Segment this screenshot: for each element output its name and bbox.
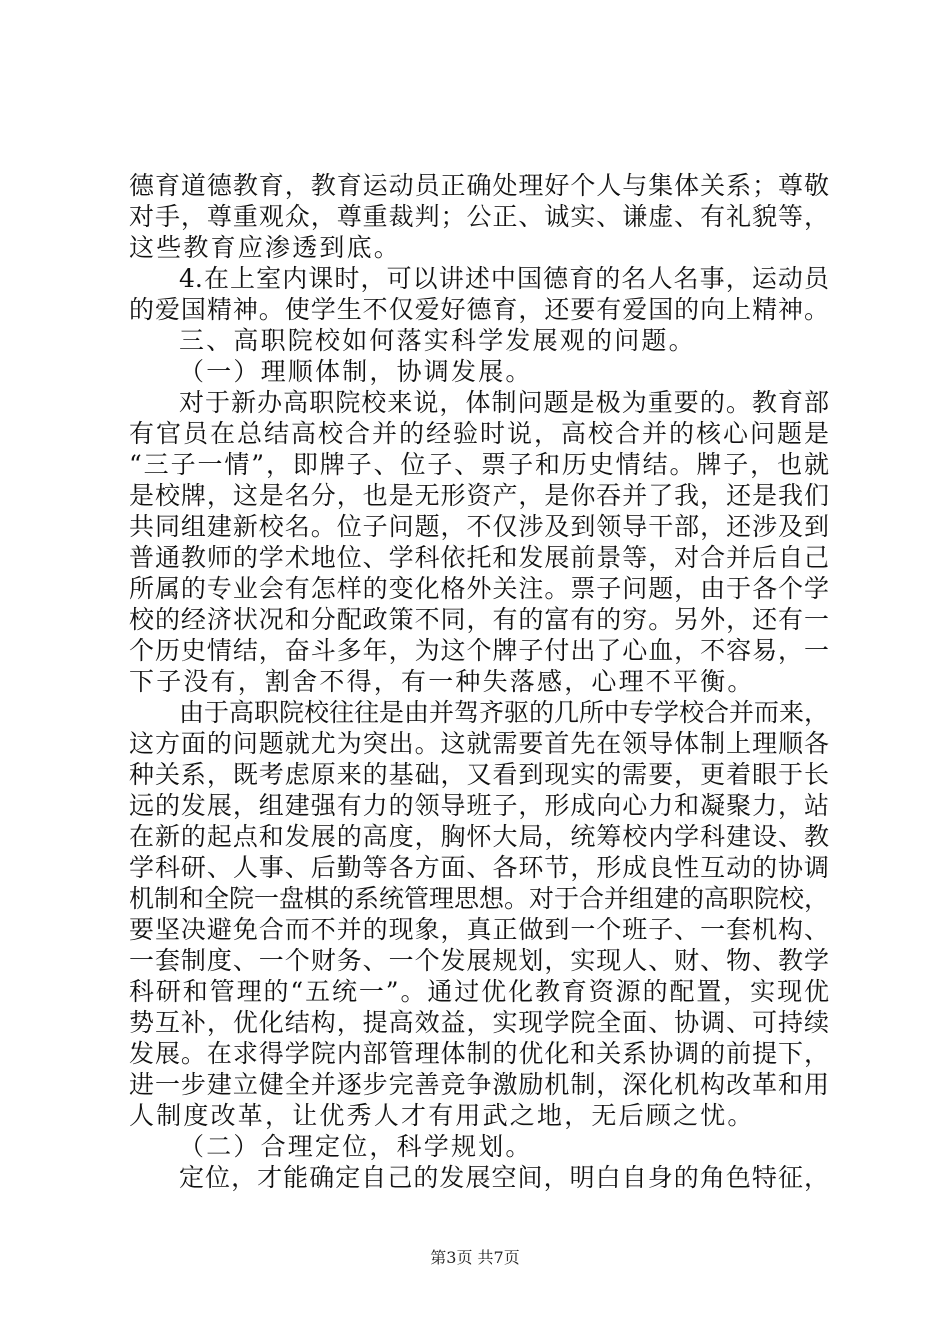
text-line: 要坚决避免合而不并的现象，真正做到一个班子、一套机构、	[129, 915, 829, 944]
text-line: “三子一情”，即牌子、位子、票子和历史情结。牌子，也就	[129, 450, 829, 479]
text-line: 一套制度、一个财务、一个发展规划，实现人、财、物、教学	[129, 946, 829, 975]
text-line: 进一步建立健全并逐步完善竞争激励机制，深化机构改革和用	[129, 1070, 829, 1099]
text-line: 校的经济状况和分配政策不同，有的富有的穷。另外，还有一	[129, 605, 829, 634]
text-line: 学科研、人事、后勤等各方面、各环节，形成良性互动的协调	[129, 853, 829, 882]
text-line: 在新的起点和发展的高度，胸怀大局，统筹校内学科建设、教	[129, 822, 829, 851]
text-line: 定位，才能确定自己的发展空间，明白自身的角色特征，	[179, 1163, 829, 1192]
text-line: 所属的专业会有怎样的变化格外关注。票子问题，由于各个学	[129, 574, 829, 603]
text-line: 势互补，优化结构，提高效益，实现学院全面、协调、可持续	[129, 1008, 829, 1037]
text-line: 普通教师的学术地位、学科依托和发展前景等，对合并后自己	[129, 543, 829, 572]
subsection-heading: （一）理顺体制，协调发展。	[179, 357, 533, 386]
text-line: 种关系，既考虑原来的基础，又看到现实的需要，更着眼于长	[129, 760, 829, 789]
text-line: 是校牌，这是名分，也是无形资产，是你吞并了我，还是我们	[129, 481, 829, 510]
text-line: 共同组建新校名。位子问题，不仅涉及到领导干部，还涉及到	[129, 512, 829, 541]
text-line: 机制和全院一盘棋的系统管理思想。对于合并组建的高职院校，	[129, 884, 830, 913]
document-body	[129, 170, 829, 1193]
section-heading: 三、高职院校如何落实科学发展观的问题。	[179, 326, 696, 355]
text-line: 个历史情结，奋斗多年，为这个牌子付出了心血，不容易，一	[129, 636, 829, 665]
subsection-heading: （二）合理定位，科学规划。	[179, 1132, 533, 1161]
page-number-footer: 第3页 共7页	[430, 1248, 520, 1267]
text-line: 科研和管理的“五统一”。通过优化教育资源的配置，实现优	[129, 977, 829, 1006]
text-line: 发展。在求得学院内部管理体制的优化和关系协调的前提下，	[129, 1039, 829, 1068]
text-line: 对手，尊重观众，尊重裁判；公正、诚实、谦虚、有礼貌等，	[129, 202, 829, 231]
text-line: 德育道德教育，教育运动员正确处理好个人与集体关系；尊敬	[129, 171, 829, 200]
text-line: 这些教育应渗透到底。	[129, 233, 402, 262]
text-line: 人制度改革，让优秀人才有用武之地，无后顾之忧。	[129, 1101, 755, 1130]
text-line: 这方面的问题就尤为突出。这就需要首先在领导体制上理顺各	[129, 729, 829, 758]
text-line: 的爱国精神。使学生不仅爱好德育，还要有爱国的向上精神。	[129, 295, 829, 324]
text-line: 下子没有，割舍不得，有一种失落感，心理不平衡。	[129, 667, 755, 696]
text-line: 有官员在总结高校合并的经验时说，高校合并的核心问题是	[129, 419, 829, 448]
text-line: 远的发展，组建强有力的领导班子，形成向心力和凝聚力，站	[129, 791, 829, 820]
text-line: 4.在上室内课时，可以讲述中国德育的名人名事，运动员	[179, 264, 829, 293]
text-line: 对于新办高职院校来说，体制问题是极为重要的。教育部	[179, 388, 829, 417]
text-line: 由于高职院校往往是由并驾齐驱的几所中专学校合并而来，	[179, 698, 830, 727]
